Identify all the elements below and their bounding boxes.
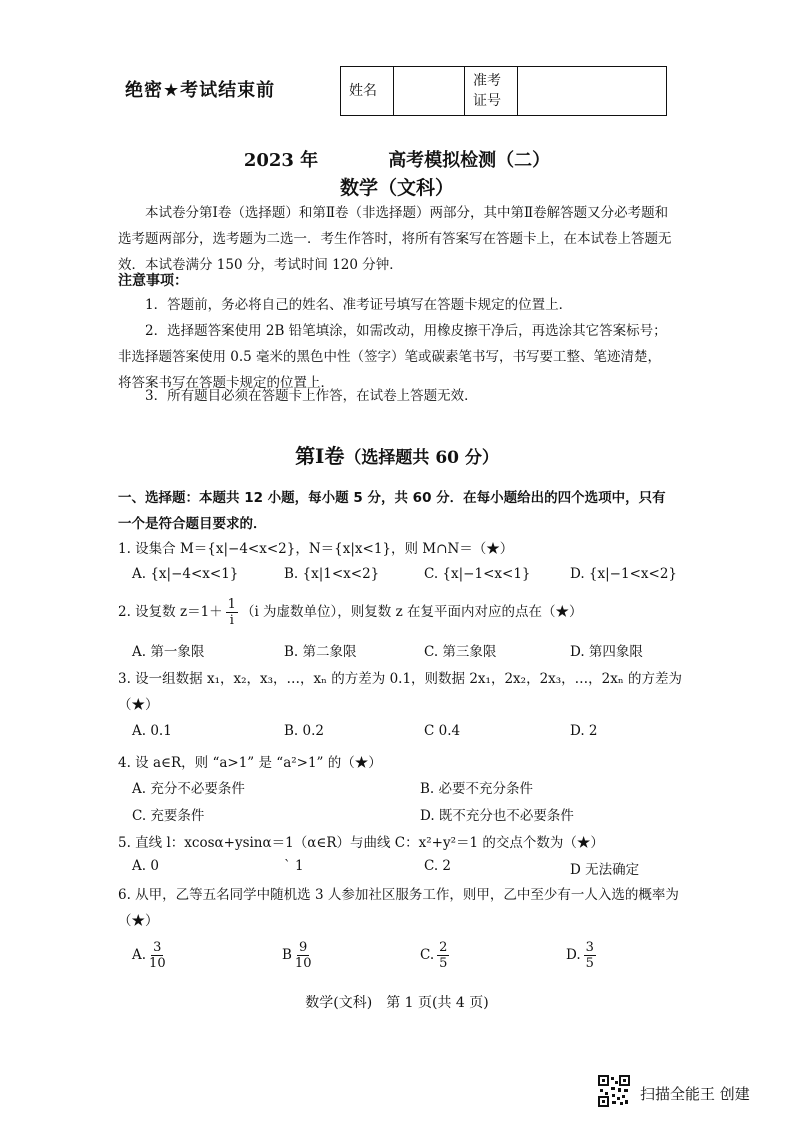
q3-option-d: D. 2 (570, 723, 598, 739)
question-5: 5. 直线 l：xcosα+ysinα＝1（α∈R）与曲线 C：x²+y²＝1 的交点个数为（★） (118, 835, 604, 851)
exam-id-label-line2: 证号 (473, 93, 501, 109)
q6-b-fraction (295, 940, 312, 971)
q1-option-c: C. {x|−1<x<1} (424, 566, 531, 582)
q2-option-a: A. 第一象限 (132, 644, 205, 660)
section-name: 第Ⅰ卷 (295, 444, 345, 468)
q2-frac-den: i (229, 613, 234, 628)
exam-title (0, 146, 794, 172)
name-label: 姓名 (341, 67, 394, 116)
q3-option-a: A. 0.1 (132, 723, 172, 739)
q6-a-den: 10 (149, 956, 166, 971)
q5-option-d: D 无法确定 (570, 862, 640, 878)
q6-c-den: 5 (439, 956, 448, 971)
q6-d-num: 3 (585, 940, 594, 955)
exam-id-label (465, 67, 518, 116)
q3-option-c: C 0.4 (424, 723, 461, 739)
q6-option-c (420, 940, 452, 971)
q6-d-den: 5 (585, 956, 594, 971)
name-field (394, 67, 465, 116)
q5-option-a: A. 0 (132, 858, 159, 874)
q6-b-label: B (282, 947, 292, 963)
q2-option-d: D. 第四象限 (570, 644, 643, 660)
qr-code-icon (598, 1075, 630, 1107)
q5-option-c: C. 2 (424, 858, 452, 874)
section-subtitle: （选择题共 60 分） (344, 448, 499, 468)
q6-b-den: 10 (294, 956, 312, 971)
q6-option-a (132, 940, 169, 971)
q1-option-a: A. {x|−4<x<1} (132, 566, 239, 582)
confidential-label: 绝密★考试结束前 (125, 80, 276, 101)
notice-item-2: 2．选择题答案使用 2B 铅笔填涂，如需改动，用橡皮擦干净后，再选涂其它答案标号；非选择题答案使用 0.5 毫米的黑色中性（签字）笔或碳素笔书写，书写要工整、笔迹清楚，将答案书写在答题卡规定的位置上． (118, 323, 667, 391)
question-1: 1. 设集合 M＝{x|−4<x<2}，N＝{x|x<1}，则 M∩N＝（★） (118, 541, 514, 557)
notice-item-3: 3．所有题目必须在答题卡上作答，在试卷上答题无效． (145, 388, 478, 404)
scanner-watermark: 扫描全能王 创建 (640, 1085, 750, 1103)
q2-option-b: B. 第二象限 (284, 644, 357, 660)
q4-option-d: D. 既不充分也不必要条件 (420, 808, 574, 824)
q6-c-label: C. (420, 947, 435, 963)
exam-id-label-line1: 准考 (473, 73, 501, 89)
q2-frac-num: 1 (227, 597, 236, 612)
question-4: 4. 设 a∈R，则 “a>1” 是 “a²>1” 的（★） (118, 755, 382, 771)
q6-option-b (282, 940, 314, 971)
q6-a-fraction (149, 940, 166, 971)
exam-year: 2023 年 (243, 150, 319, 171)
candidate-info-box (340, 66, 667, 116)
notice-item-1: 1．答题前，务必将自己的姓名、准考证号填写在答题卡规定的位置上． (145, 297, 573, 313)
page-footer: 数学(文科) 第 1 页(共 4 页) (305, 995, 489, 1011)
q2-stem-pre: 2. 设复数 z＝1＋ (118, 604, 223, 620)
q5-option-b: ˋ 1 (284, 858, 304, 874)
q2-stem-post: （i 为虚数单位），则复数 z 在复平面内对应的点在（★） (240, 604, 583, 620)
q6-option-d (566, 940, 599, 971)
intro-paragraph: 本试卷分第Ⅰ卷（选择题）和第Ⅱ卷（非选择题）两部分，其中第Ⅱ卷解答题又分必考题和选考题两部分，选考题为二选一．考生作答时，将所有答案写在答题卡上，在本试卷上答题无效．本试卷满分 150 分，考试时间 120 分钟． (118, 205, 672, 273)
exam-id-field (518, 67, 667, 116)
q4-option-a: A. 充分不必要条件 (132, 781, 245, 797)
section-title (0, 440, 794, 469)
notice-title: 注意事项： (118, 273, 188, 289)
q6-c-fraction (437, 940, 449, 971)
question-2 (118, 597, 698, 628)
q6-d-fraction (584, 940, 596, 971)
question-3: 3. 设一组数据 x₁，x₂，x₃，…，xₙ 的方差为 0.1，则数据 2x₁，2x₂，2x₃，…，2xₙ 的方差为（★） (118, 671, 683, 713)
q6-c-num: 2 (439, 940, 448, 955)
q4-option-b: B. 必要不充分条件 (420, 781, 534, 797)
q6-a-label: A. (132, 947, 147, 963)
q2-fraction (226, 597, 238, 628)
q4-option-c: C. 充要条件 (132, 808, 205, 824)
q1-option-b: B. {x|1<x<2} (284, 566, 380, 582)
subject-title: 数学（文科） (339, 177, 454, 199)
q6-a-num: 3 (153, 940, 162, 955)
q2-option-c: C. 第三象限 (424, 644, 497, 660)
exam-name: 高考模拟检测（二） (388, 150, 551, 171)
q6-d-label: D. (566, 947, 581, 963)
q3-option-b: B. 0.2 (284, 723, 324, 739)
q6-b-num: 9 (299, 940, 308, 955)
section-instruction: 一、选择题：本题共 12 小题，每小题 5 分，共 60 分．在每小题给出的四个选项中，只有一个是符合题目要求的． (118, 490, 666, 532)
question-6: 6. 从甲，乙等五名同学中随机选 3 人参加社区服务工作，则甲，乙中至少有一人入选的概率为（★） (118, 887, 679, 929)
q1-option-d: D. {x|−1<x<2} (570, 566, 677, 582)
